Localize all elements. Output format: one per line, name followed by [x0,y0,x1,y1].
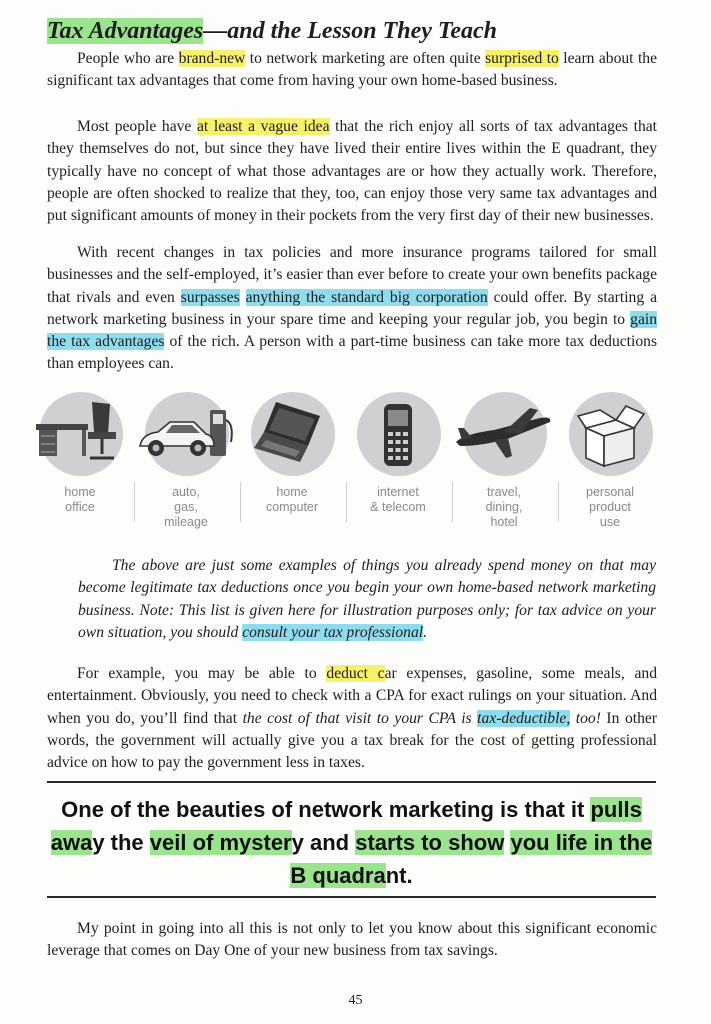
divider [558,482,559,522]
example-label: travel, dining, hotel [485,485,523,529]
highlight: surprised to [485,50,559,67]
pull-quote-top-rule [47,781,656,783]
highlight: deduct c [326,665,385,682]
page-number: 45 [348,993,363,1008]
paragraph-2: Most people have at least a vague idea that the rich enjoy all sorts of tax advantages that they themselves do not, but since they have lived their entire lives within the E quadrant, they typically have no concept of what those advantages are or how they actually work. Therefore, people are often shocked to realize that they, too, can enjoy those very same tax advantages and put significant amounts of money in their pockets from the very first day of their new businesses. [47,118,657,225]
highlight: surpasses [180,288,240,306]
cell-phone-icon [348,390,448,480]
example-label: personal product use [586,485,634,529]
divider [452,482,453,522]
divider [134,482,135,522]
highlight: you life in the B quadra [290,830,653,888]
example-personal-product [560,390,660,535]
example-travel [454,390,554,535]
example-label: auto, gas, mileage [164,485,208,529]
example-home-office [30,390,130,535]
highlight: veil of myster [149,830,292,855]
highlight: anything the standard big corporation [245,288,488,306]
highlight: at least a vague idea [197,118,330,135]
paragraph-4: For example, you may be able to deduct car expenses, gasoline, some meals, and entertainment. Obviously, you need to check with a CPA for exact rulings on your situation. And when you do, you’ll find that the cost of that visit to your CPA is tax-deductible, too! In other words, the government will actually give you a tax break for the cost of getting professional advice on how to pay the government less in taxes. [47,665,657,772]
highlight: gain the tax advantages [47,310,657,351]
highlight: tax-deductible, [477,709,571,727]
highlight: pulls awa [50,797,642,855]
deduction-examples-row [30,390,670,535]
example-label: home office [64,485,96,514]
highlight: starts to show [355,830,505,855]
laptop-icon [242,390,342,480]
example-label: home computer [265,485,319,514]
section-heading [47,18,497,45]
paragraph-3: With recent changes in tax policies and more insurance programs tailored for small businesses and the self-employed, it’s easier than ever before to create your own benefits package that rivals and even surpasses anything the standard big corporation could offer. By starting a network marketing business in your spare time and keeping your regular job, you begin to gain the tax advantages of the rich. A person with a part-time business can take more tax deductions than employees can. [47,244,658,373]
example-home-computer [242,390,342,535]
divider [346,482,347,522]
desk-chair-icon [30,390,130,480]
illustration-caption: The above are just some examples of things you already spend money on that may become legitimate tax deductions once you begin your own home-based network marketing business. Note: This list is given here for illustration purposes only; for tax advice on your own situation, you should consult your tax professional. [78,557,656,641]
heading-highlight: Tax Advantages [47,18,204,44]
pull-quote-bottom-rule [47,896,656,898]
airplane-icon [454,390,554,480]
paragraph-1: People who are brand-new to network marketing are often quite surprised to learn about the significant tax advantages that come from having your own home-based business. [47,50,657,90]
car-gas-pump-icon [136,390,236,480]
pull-quote: One of the beauties of network marketing is that it pulls away the veil of mystery and starts to show you life in the B quadrant. [50,797,653,888]
paragraph-5: My point in going into all this is not only to let you know about this significant economic leverage that comes on Day One of your new business from tax savings. [47,920,657,960]
heading-rest: —and the Lesson They Teach [203,18,498,44]
example-auto [136,390,236,535]
highlight: consult your tax professional [242,623,424,641]
highlight: brand-new [178,50,246,67]
divider [240,482,241,522]
example-label: internet & telecom [370,485,426,514]
example-internet-telecom [348,390,448,535]
box-icon [560,390,660,480]
